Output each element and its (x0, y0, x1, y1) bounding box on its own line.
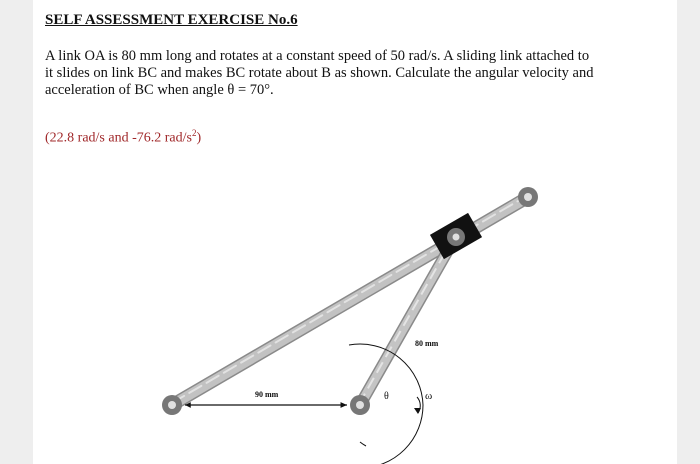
omega-label: ω (425, 390, 433, 402)
problem-line-2: it slides on link BC and makes BC rotate about B as shown. Calculate the angular velocity and (45, 65, 594, 81)
exercise-title: SELF ASSESSMENT EXERCISE No.6 (45, 12, 298, 28)
theta-arc-tail (360, 442, 366, 446)
dimension-90mm-label: 90 mm (255, 390, 279, 399)
omega-arrowhead (414, 408, 421, 414)
dimension-80mm-label: 80 mm (415, 339, 439, 348)
answer-main: (22.8 rad/s and -76.2 rad/s (45, 130, 192, 146)
problem-line-1: A link OA is 80 mm long and rotates at a constant speed of 50 rad/s. A sliding link attached to (45, 48, 590, 64)
exercise-page (33, 0, 677, 464)
mechanism-diagram (33, 0, 677, 464)
problem-line-3: acceleration of BC when angle θ = 70°. (45, 82, 274, 98)
pivot-b (162, 395, 182, 415)
answer-close: ) (196, 130, 202, 146)
theta-label: θ (384, 391, 389, 402)
answer-superscript: 2 (191, 128, 197, 138)
pivot-o (350, 395, 370, 415)
link-bc (172, 194, 530, 405)
pivot-c (518, 187, 538, 207)
pivot-a (447, 228, 465, 246)
